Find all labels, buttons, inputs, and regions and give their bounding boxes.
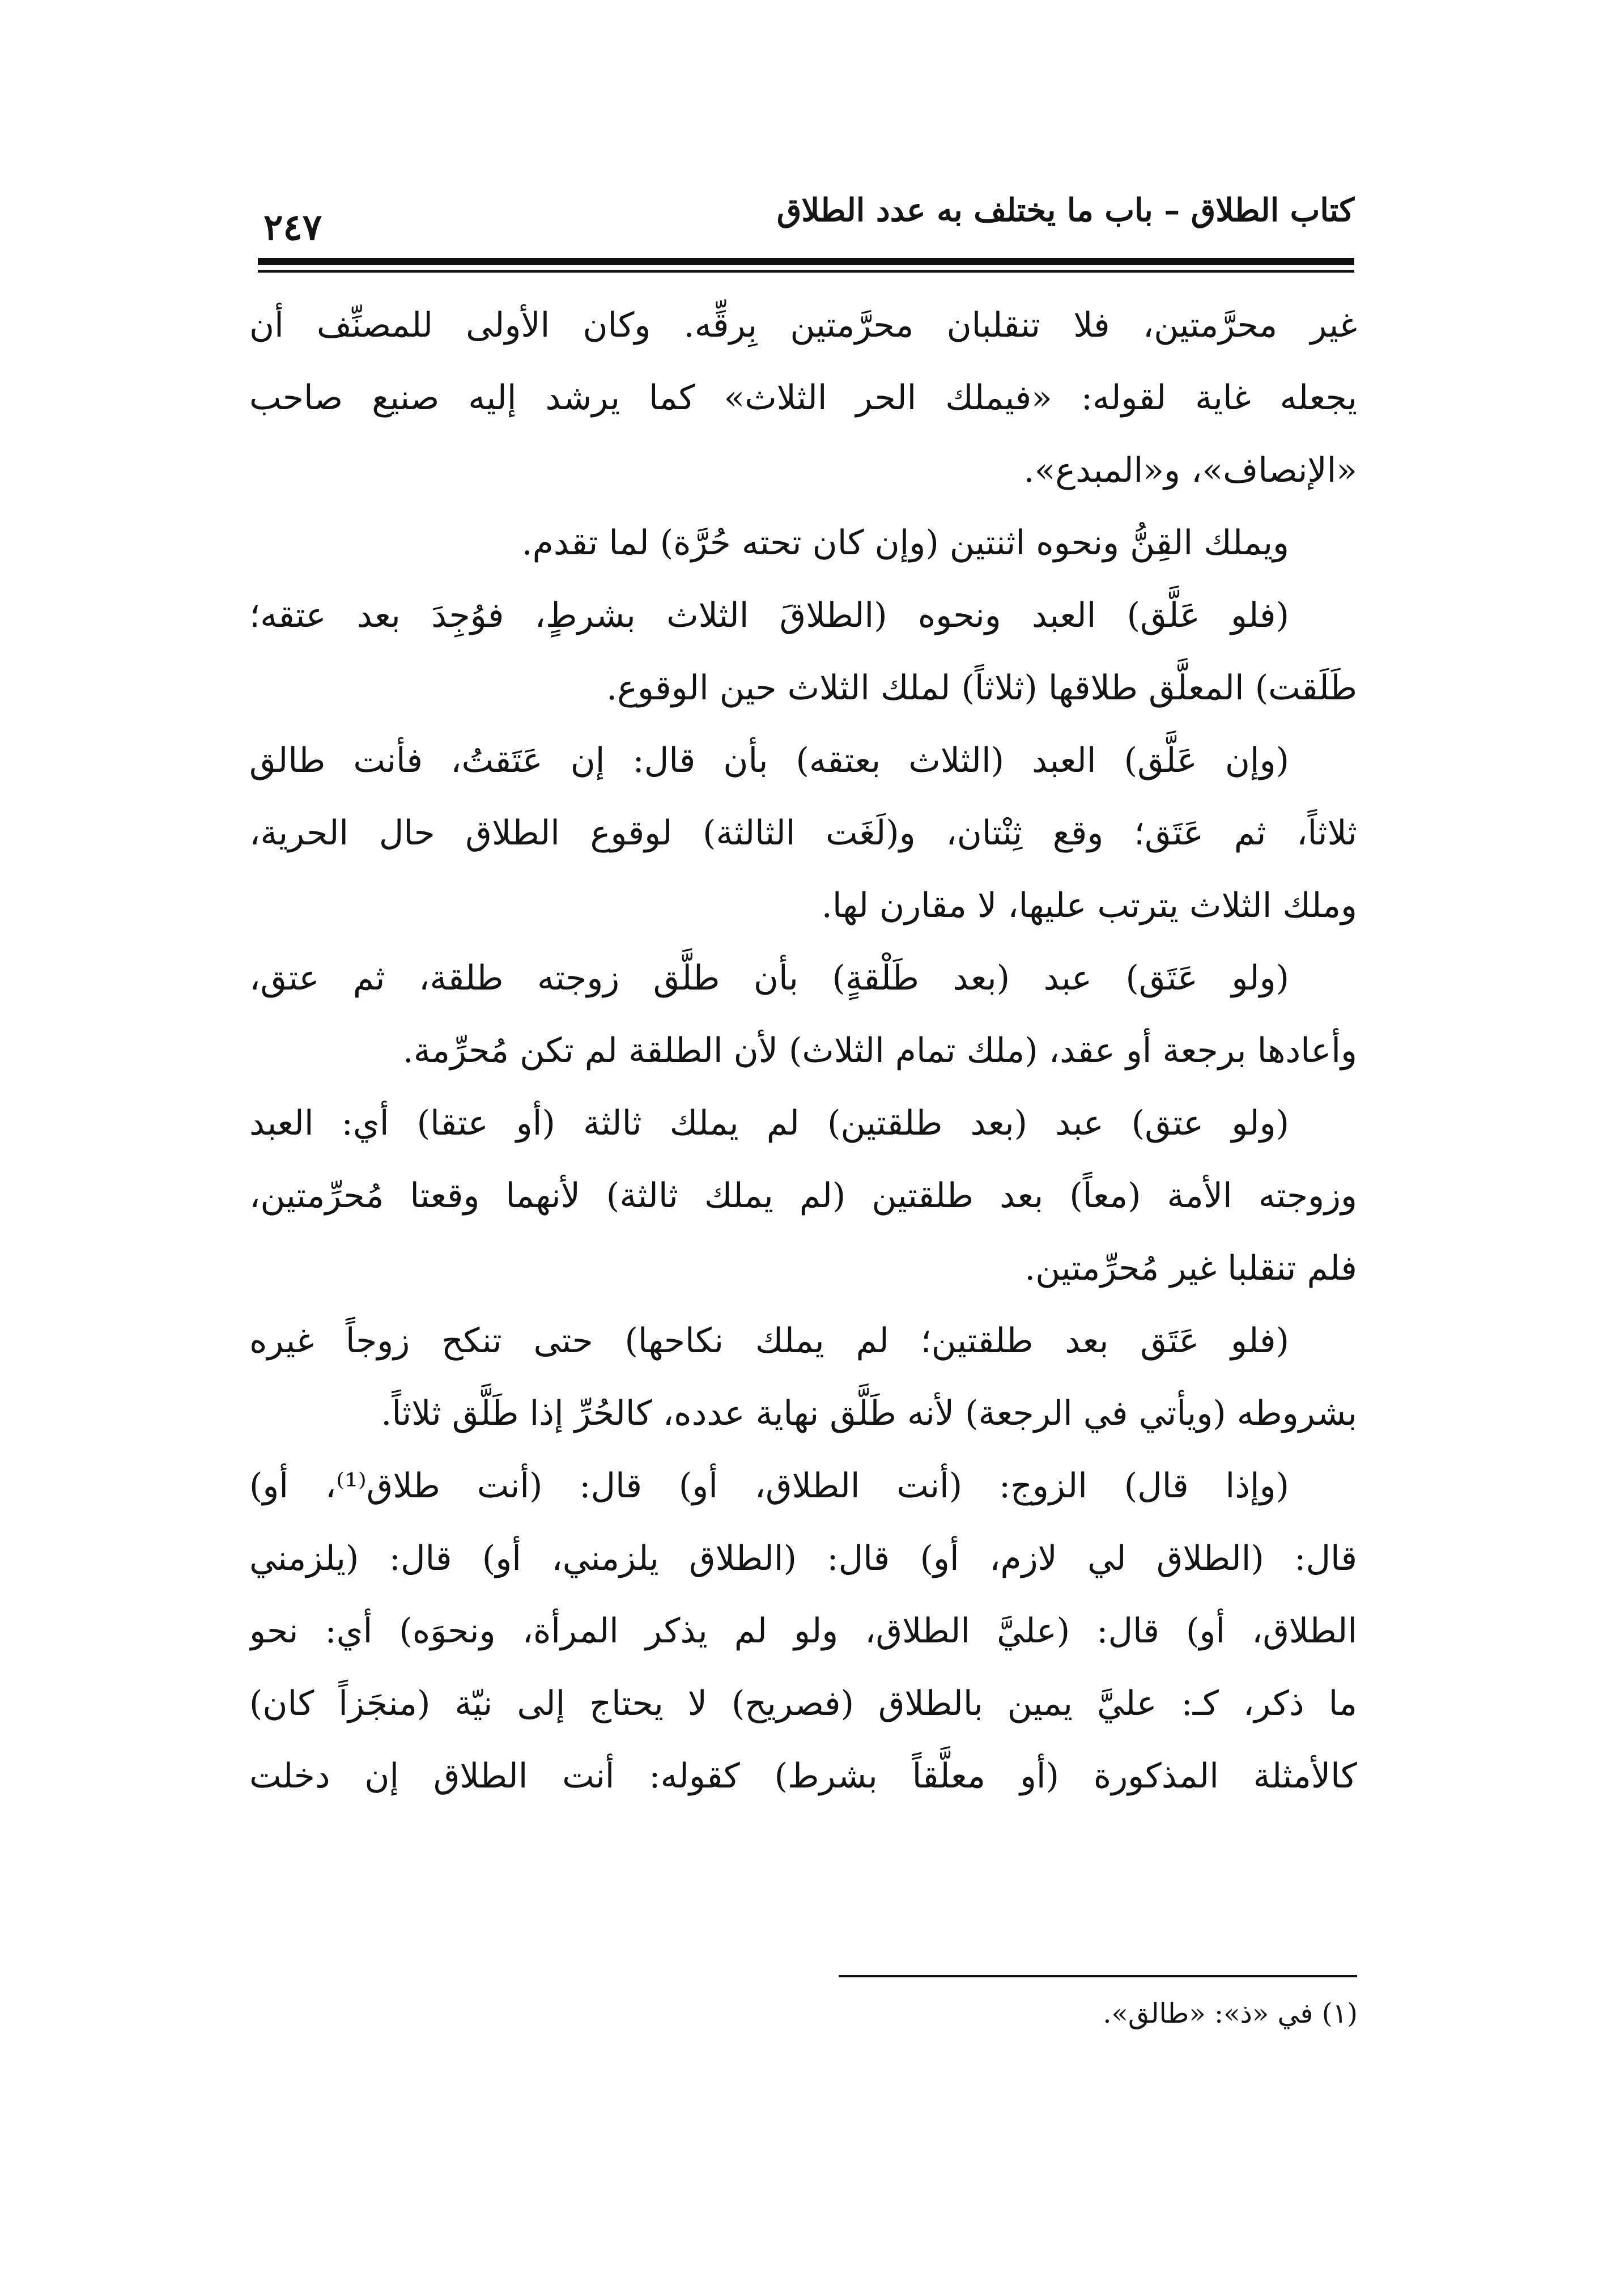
text-line: «الإنصاف»، و«المبدع». <box>1023 451 1357 490</box>
text-line: (فلو عَلَّق) العبد ونحوه (الطلاقَ الثلاث بشرطٍ، فوُجِدَ بعد عتقه؛ <box>249 596 1289 635</box>
header-rule-thick <box>258 258 1354 265</box>
header-rule-thin <box>258 270 1354 273</box>
text-line: غير محرَّمتين، فلا تنقلبان محرَّمتين بِرقِّه. وكان الأولى للمصنِّف أن <box>249 305 1357 345</box>
text-line: (ولو عَتَق) عبد (بعد طَلْقةٍ) بأن طلَّق زوجته طلقة، ثم عتق، <box>249 958 1289 998</box>
running-title: كتاب الطلاق – باب ما يختلف به عدد الطلاق <box>776 192 1354 229</box>
text-line: (ولو عتق) عبد (بعد طلقتين) لم يملك ثالثة (أو عتقا) أي: العبد <box>249 1103 1289 1143</box>
footnote-rule <box>839 1975 1357 1977</box>
text-line: (وإذا قال) الزوج: (أنت الطلاق، أو) قال: (أنت طلاق⁽¹⁾، أو) <box>249 1466 1289 1506</box>
page-number: ٢٤٧ <box>263 206 322 249</box>
text-line: فلم تنقلبا غير مُحرِّمتين. <box>1024 1249 1357 1288</box>
text-line: كالأمثلة المذكورة (أو معلَّقاً بشرط) كقوله: أنت الطلاق إن دخلت <box>249 1756 1357 1796</box>
text-line: بشروطه (ويأتي في الرجعة) لأنه طَلَّق نهاية عدده، كالحُرِّ إذا طَلَّق ثلاثاً. <box>381 1394 1357 1433</box>
text-line: يجعله غاية لقوله: «فيملك الحر الثلاث» كما يرشد إليه صنيع صاحب <box>249 378 1357 418</box>
text-line: ما ذكر، كـ: عليَّ يمين بالطلاق (فصريح) لا يحتاج إلى نيّة (منجَزاً كان) <box>249 1684 1357 1723</box>
text-line: (وإن عَلَّق) العبد (الثلاث بعتقه) بأن قال: إن عَتَقتُ، فأنت طالق <box>249 741 1289 780</box>
text-line: ثلاثاً، ثم عَتَق؛ وقع ثِنْتان، و(لَغَت الثالثة) لوقوع الطلاق حال الحرية، <box>249 813 1357 853</box>
text-line: طَلَقت) المعلَّق طلاقها (ثلاثاً) لملك الثلاث حين الوقوع. <box>606 668 1357 708</box>
text-line: قال: (الطلاق لي لازم، أو) قال: (الطلاق يلزمني، أو) قال: (يلزمني <box>249 1539 1357 1578</box>
text-line: وأعادها برجعة أو عقد، (ملك تمام الثلاث) لأن الطلقة لم تكن مُحرِّمة. <box>402 1031 1357 1071</box>
text-line: وزوجته الأمة (معاً) بعد طلقتين (لم يملك ثالثة) لأنهما وقعتا مُحرِّمتين، <box>249 1176 1357 1216</box>
footnote: (١) في «ذ»: «طالق». <box>1103 1998 1358 2029</box>
page-header <box>258 181 1354 255</box>
text-line: ويملك القِنُّ ونحوه اثنتين (وإن كان تحته حُرَّة) لما تقدم. <box>521 523 1289 563</box>
text-line: (فلو عَتَق بعد طلقتين؛ لم يملك نكاحها) حتى تنكح زوجاً غيره <box>249 1321 1289 1361</box>
text-line: الطلاق، أو) قال: (عليَّ الطلاق، ولو لم يذكر المرأة، ونحوَه) أي: نحو <box>249 1611 1357 1651</box>
text-line: وملك الثلاث يترتب عليها، لا مقارن لها. <box>821 886 1357 925</box>
body-text <box>249 289 1357 1812</box>
